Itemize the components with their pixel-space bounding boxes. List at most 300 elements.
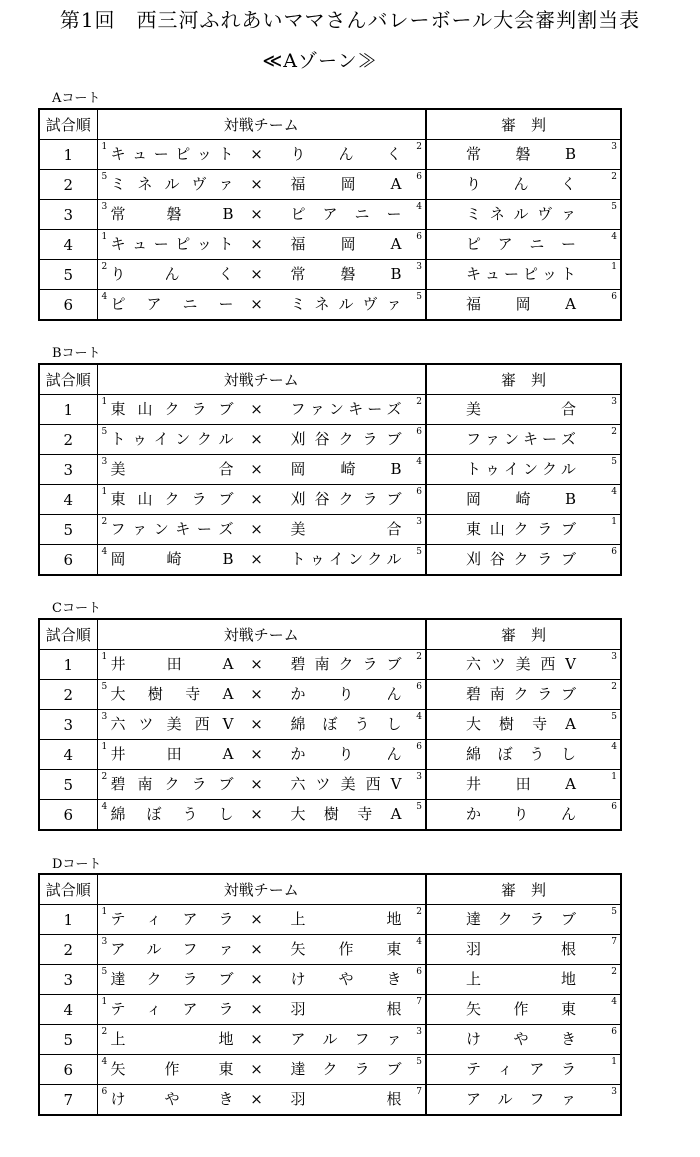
match-cell [97, 140, 426, 170]
team-char: ヴ [191, 175, 207, 193]
home-team [111, 965, 234, 994]
team-char: ア [529, 1060, 545, 1078]
referee-team [466, 170, 576, 199]
team-char: り [466, 175, 482, 193]
team-char: 南 [314, 655, 330, 673]
match-order: 6 [39, 545, 97, 576]
referee-team [466, 260, 576, 289]
team-char: か [290, 745, 306, 763]
home-seed: 1 [101, 907, 108, 917]
team-char: ン [522, 460, 538, 478]
table-row [39, 395, 621, 425]
team-char: ァ [218, 940, 234, 958]
team-char: ぼ [322, 715, 338, 733]
table-row [39, 650, 621, 680]
team-char: ク [513, 520, 529, 538]
court-label: Aコート [52, 91, 101, 106]
team-char: 常 [290, 265, 306, 283]
referee-seed: 1 [611, 517, 617, 527]
team-char: ュ [484, 265, 500, 283]
match-cell [97, 545, 426, 576]
match-order: 1 [39, 905, 97, 935]
away-seed: 4 [416, 457, 422, 467]
team-char: 地 [218, 1030, 234, 1048]
team-char: 岡 [110, 550, 126, 568]
away-team [291, 995, 402, 1024]
referee-cell [426, 170, 621, 200]
match-cell [97, 455, 426, 485]
team-char: ピ [110, 295, 126, 313]
team-char: ル [218, 430, 234, 448]
team-char: 美 [515, 655, 531, 673]
team-char: 常 [110, 205, 126, 223]
team-char: 大 [110, 685, 126, 703]
team-char: B [564, 490, 576, 508]
team-char: 寺 [185, 685, 201, 703]
team-char: 六 [110, 715, 126, 733]
header-match-order: 試合順 [39, 874, 97, 905]
referee-seed: 3 [611, 652, 617, 662]
team-char: ー [541, 430, 557, 448]
match-order: 6 [39, 1055, 97, 1085]
referee-team [466, 680, 576, 709]
away-seed: 2 [416, 652, 422, 662]
referee-team [466, 770, 576, 799]
table-row [39, 170, 621, 200]
team-char: 東 [386, 940, 402, 958]
team-char: ア [146, 295, 162, 313]
match-cell [97, 170, 426, 200]
team-char: V [565, 655, 576, 673]
team-char: ズ [386, 400, 402, 418]
team-char: 東 [466, 520, 482, 538]
match-cell [97, 1025, 426, 1055]
match-cell [97, 680, 426, 710]
vs-mark: × [250, 910, 263, 928]
team-char: 山 [137, 490, 153, 508]
home-seed: 1 [101, 487, 108, 497]
team-char: ア [110, 940, 126, 958]
team-char: ア [182, 910, 198, 928]
team-char: り [338, 745, 354, 763]
referee-seed: 7 [611, 937, 617, 947]
home-team [111, 905, 234, 934]
team-char: ラ [362, 430, 378, 448]
referee-team [466, 1025, 576, 1054]
match-cell [97, 1085, 426, 1116]
away-team [291, 170, 402, 199]
team-char: 碧 [466, 685, 482, 703]
team-char: ル [164, 175, 180, 193]
team-char: り [110, 265, 126, 283]
match-cell [97, 515, 426, 545]
team-char: ン [348, 550, 364, 568]
team-char: 刈 [290, 430, 306, 448]
match-order: 4 [39, 485, 97, 515]
away-seed: 4 [416, 937, 422, 947]
team-char: ブ [386, 1060, 402, 1078]
header-referee: 審 判 [426, 874, 621, 905]
away-team [291, 230, 402, 259]
team-char: ぼ [146, 805, 162, 823]
home-team [111, 140, 234, 169]
team-char: 上 [466, 970, 482, 988]
away-team [291, 1085, 402, 1114]
team-char: キ [110, 235, 126, 253]
team-char: 合 [560, 400, 576, 418]
home-seed: 5 [101, 172, 108, 182]
team-char: 岡 [290, 460, 306, 478]
home-team [111, 800, 234, 829]
team-char: か [466, 805, 482, 823]
home-seed: 2 [101, 772, 108, 782]
team-char: ル [322, 1030, 338, 1048]
vs-mark: × [250, 175, 263, 193]
vs-mark: × [250, 430, 263, 448]
team-char: テ [110, 910, 126, 928]
header-match-teams: 対戦チーム [97, 109, 426, 140]
table-header-row [39, 364, 621, 395]
team-char: ク [338, 490, 354, 508]
home-seed: 4 [101, 292, 108, 302]
match-order: 4 [39, 995, 97, 1025]
home-team [111, 290, 234, 319]
team-char: 綿 [110, 805, 126, 823]
referee-cell [426, 995, 621, 1025]
header-referee: 審 判 [426, 619, 621, 650]
team-char: V [222, 715, 234, 733]
match-order: 2 [39, 425, 97, 455]
team-char: 大 [466, 715, 482, 733]
referee-seed: 4 [611, 997, 617, 1007]
home-team [111, 200, 234, 229]
team-char: ラ [182, 970, 198, 988]
away-team [291, 935, 402, 964]
team-char: 崎 [515, 490, 531, 508]
team-char: 岡 [340, 175, 356, 193]
team-char: B [564, 145, 576, 163]
match-order: 3 [39, 965, 97, 995]
away-seed: 4 [416, 202, 422, 212]
referee-team [466, 485, 576, 514]
team-char: ア [466, 1090, 482, 1108]
team-char: A [565, 295, 576, 313]
team-char: ブ [386, 490, 402, 508]
table-row [39, 905, 621, 935]
home-seed: 6 [101, 1087, 108, 1097]
team-char: ん [386, 685, 402, 703]
team-char: イ [328, 550, 344, 568]
team-char: ー [218, 295, 234, 313]
team-char: 綿 [466, 745, 482, 763]
vs-mark: × [250, 1060, 263, 1078]
vs-mark: × [250, 520, 263, 538]
team-char: 碧 [290, 655, 306, 673]
team-char: 山 [137, 400, 153, 418]
home-team [111, 1025, 234, 1054]
referee-cell [426, 425, 621, 455]
vs-mark: × [250, 145, 263, 163]
referee-seed: 3 [611, 1087, 617, 1097]
team-char: 大 [290, 805, 306, 823]
team-char: ツ [315, 775, 331, 793]
referee-seed: 1 [611, 772, 617, 782]
referee-cell [426, 260, 621, 290]
team-char: ラ [537, 685, 553, 703]
home-seed: 1 [101, 997, 108, 1007]
team-char: 岡 [340, 235, 356, 253]
team-char: ク [338, 430, 354, 448]
team-char: イ [153, 430, 169, 448]
team-char: ク [164, 490, 180, 508]
vs-mark: × [250, 235, 263, 253]
team-char: ク [164, 400, 180, 418]
team-char: フ [182, 940, 198, 958]
match-cell [97, 935, 426, 965]
team-char: ピ [522, 265, 538, 283]
team-char: 矢 [290, 940, 306, 958]
table-row [39, 545, 621, 576]
referee-seed: 4 [611, 232, 617, 242]
team-char: 地 [560, 970, 576, 988]
referee-seed: 6 [611, 292, 617, 302]
team-char: や [164, 1090, 180, 1108]
team-char: 福 [466, 295, 482, 313]
table-header-row [39, 109, 621, 140]
home-team [111, 1055, 234, 1084]
away-seed: 6 [416, 742, 422, 752]
team-char: 六 [290, 775, 306, 793]
away-team [291, 485, 402, 514]
team-char: ラ [191, 400, 207, 418]
referee-cell [426, 545, 621, 576]
team-char: う [182, 805, 198, 823]
team-char: 磐 [166, 205, 182, 223]
team-char: ニ [529, 235, 545, 253]
team-char: き [386, 970, 402, 988]
team-char: ト [466, 460, 482, 478]
team-char: ク [497, 910, 513, 928]
team-char: か [290, 685, 306, 703]
schedule-table [38, 618, 622, 831]
team-char: ァ [309, 400, 325, 418]
away-seed: 6 [416, 427, 422, 437]
team-char: ん [513, 175, 529, 193]
team-char: ュ [132, 145, 148, 163]
team-char: ミ [290, 295, 306, 313]
team-char: 美 [110, 460, 126, 478]
team-char: 田 [515, 775, 531, 793]
away-team [291, 425, 402, 454]
referee-cell [426, 515, 621, 545]
team-char: 羽 [290, 1000, 306, 1018]
away-seed: 4 [416, 712, 422, 722]
team-char: フ [466, 430, 482, 448]
team-char: キ [466, 265, 482, 283]
referee-seed: 2 [611, 427, 617, 437]
away-seed: 6 [416, 682, 422, 692]
team-char: A [222, 685, 234, 703]
referee-cell [426, 290, 621, 321]
away-seed: 3 [416, 517, 422, 527]
referee-seed: 2 [611, 172, 617, 182]
header-match-teams: 対戦チーム [97, 874, 426, 905]
team-char: ン [328, 400, 344, 418]
table-row [39, 1085, 621, 1116]
team-char: し [386, 715, 402, 733]
team-char: 東 [110, 490, 126, 508]
team-char: B [390, 265, 402, 283]
team-char: ク [146, 970, 162, 988]
team-char: し [560, 745, 576, 763]
team-char: 谷 [314, 490, 330, 508]
referee-seed: 4 [611, 487, 617, 497]
team-char: ラ [191, 490, 207, 508]
home-seed: 4 [101, 1057, 108, 1067]
team-char: し [218, 805, 234, 823]
referee-seed: 2 [611, 967, 617, 977]
team-char: ラ [529, 910, 545, 928]
vs-mark: × [250, 205, 263, 223]
team-char: ル [146, 940, 162, 958]
away-seed: 6 [416, 172, 422, 182]
match-order: 6 [39, 800, 97, 831]
away-seed: 2 [416, 397, 422, 407]
table-row [39, 1055, 621, 1085]
team-char: 羽 [466, 940, 482, 958]
team-char: B [222, 550, 234, 568]
table-row [39, 200, 621, 230]
team-char: 樹 [499, 715, 515, 733]
schedule-table [38, 363, 622, 576]
vs-mark: × [250, 460, 263, 478]
team-char: ィ [497, 1060, 513, 1078]
vs-mark: × [250, 685, 263, 703]
home-team [111, 740, 234, 769]
header-match-order: 試合順 [39, 619, 97, 650]
team-char: 福 [290, 175, 306, 193]
team-char: ァ [132, 520, 148, 538]
match-cell [97, 1055, 426, 1085]
home-seed: 5 [101, 967, 108, 977]
away-team [291, 650, 402, 679]
team-char: 樹 [147, 685, 163, 703]
match-cell [97, 800, 426, 831]
away-team [291, 680, 402, 709]
team-char: ニ [354, 205, 370, 223]
team-char: 福 [290, 235, 306, 253]
referee-team [466, 800, 576, 829]
team-char: ッ [196, 145, 212, 163]
vs-mark: × [250, 805, 263, 823]
team-char: ブ [560, 550, 576, 568]
team-char: 刈 [290, 490, 306, 508]
team-char: く [218, 265, 234, 283]
home-team [111, 650, 234, 679]
vs-mark: × [250, 970, 263, 988]
referee-cell [426, 710, 621, 740]
team-char: ー [153, 145, 169, 163]
team-char: 美 [166, 715, 182, 733]
zone-subtitle: ≪Aゾーン≫ [262, 50, 378, 72]
team-char: テ [110, 1000, 126, 1018]
team-char: く [386, 145, 402, 163]
home-team [111, 515, 234, 544]
team-char: ァ [218, 175, 234, 193]
away-team [291, 740, 402, 769]
team-char: ラ [362, 490, 378, 508]
home-seed: 1 [101, 142, 108, 152]
home-team [111, 770, 234, 799]
away-team [291, 905, 402, 934]
team-char: ル [386, 550, 402, 568]
home-seed: 3 [101, 457, 108, 467]
away-team [291, 455, 402, 484]
home-team [111, 425, 234, 454]
team-char: ん [164, 265, 180, 283]
page-title: 第1回 西三河ふれあいママさんバレーボール大会審判割当表 [59, 8, 641, 32]
referee-team [466, 395, 576, 424]
team-char: 作 [513, 1000, 529, 1018]
home-team [111, 230, 234, 259]
table-row [39, 425, 621, 455]
match-cell [97, 425, 426, 455]
team-char: ブ [218, 970, 234, 988]
team-char: キ [110, 145, 126, 163]
away-team [291, 1055, 402, 1084]
home-seed: 3 [101, 202, 108, 212]
team-char: ー [196, 520, 212, 538]
team-char: ズ [560, 430, 576, 448]
home-seed: 2 [101, 517, 108, 527]
team-char: け [466, 1030, 482, 1048]
team-char: ブ [560, 910, 576, 928]
referee-cell [426, 965, 621, 995]
table-row [39, 455, 621, 485]
match-order: 3 [39, 200, 97, 230]
away-seed: 5 [416, 802, 422, 812]
away-seed: 6 [416, 232, 422, 242]
team-char: ィ [146, 910, 162, 928]
team-char: 美 [340, 775, 356, 793]
table-header-row [39, 619, 621, 650]
referee-team [466, 740, 576, 769]
team-char: ゥ [132, 430, 148, 448]
referee-team [466, 290, 576, 319]
team-char: 磐 [340, 265, 356, 283]
team-char: り [338, 685, 354, 703]
vs-mark: × [250, 1000, 263, 1018]
team-char: ク [513, 685, 529, 703]
home-seed: 1 [101, 652, 108, 662]
team-char: 作 [164, 1060, 180, 1078]
match-cell [97, 905, 426, 935]
team-char: ル [560, 460, 576, 478]
team-char: ブ [386, 655, 402, 673]
team-char: 上 [290, 910, 306, 928]
referee-seed: 5 [611, 202, 617, 212]
home-team [111, 1085, 234, 1114]
team-char: ラ [354, 1060, 370, 1078]
team-char: ラ [362, 655, 378, 673]
team-char: ラ [218, 1000, 234, 1018]
team-char: 根 [386, 1090, 402, 1108]
referee-team [466, 710, 576, 739]
team-char: 崎 [166, 550, 182, 568]
team-char: フ [354, 1030, 370, 1048]
team-char: ピ [175, 145, 191, 163]
vs-mark: × [250, 295, 263, 313]
